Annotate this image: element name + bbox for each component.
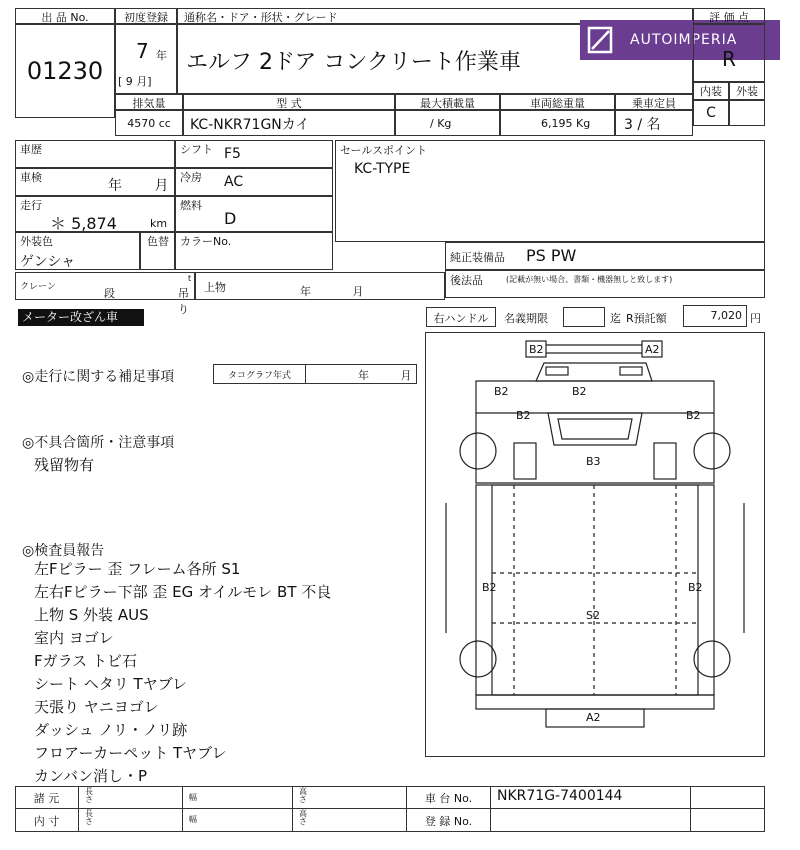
tacho-date: 年 月 xyxy=(358,369,412,382)
model-value: KC-NKR71GNカイ xyxy=(190,117,310,133)
inspector-line: 左右Fピラー下部 歪 EG オイルモレ BT 不良 xyxy=(34,583,332,601)
grade-value: R xyxy=(722,47,736,71)
capacity-cell xyxy=(615,110,693,136)
grade-label: 評 価 点 xyxy=(709,11,749,24)
name-deadline-label: 名義期限 xyxy=(504,312,548,325)
damage-mark: B2 xyxy=(688,581,703,594)
defects-text: 残留物有 xyxy=(34,456,95,474)
yen-label: 円 xyxy=(750,312,761,325)
inspector-line: 室内 ヨゴレ xyxy=(34,629,114,647)
genuine-value: PS PW xyxy=(526,246,577,265)
lot-label: 出 品 No. xyxy=(41,11,89,24)
gross-label: 車両総重量 xyxy=(530,97,585,110)
chassis-cell xyxy=(491,786,691,808)
length-col xyxy=(79,786,183,832)
width-label-inner: 幅 xyxy=(189,815,197,824)
reg-month: [ 9 月] xyxy=(118,75,152,88)
name-deadline-box xyxy=(563,307,605,327)
capacity-label-cell xyxy=(615,94,693,110)
color-no-label: カラーNo. xyxy=(180,235,232,248)
shift-label: シフト xyxy=(180,143,213,156)
until-label: 迄 xyxy=(610,312,621,325)
displacement-label-cell xyxy=(115,94,183,110)
damage-mark: A2 xyxy=(586,711,601,724)
max-load-label: 最大積載量 xyxy=(420,97,475,110)
inspector-line: シート ヘタリ Tヤブレ xyxy=(34,675,188,693)
damage-mark: S2 xyxy=(586,609,600,622)
dims-label-cell xyxy=(15,786,79,808)
logo-text: AUTOIMPERIA xyxy=(630,32,738,48)
first-reg-cell xyxy=(115,24,177,94)
max-load-cell xyxy=(395,110,500,136)
exterior-label-cell xyxy=(729,82,765,100)
aftermarket-note: (記載が無い場合、書類・機器無しと致します) xyxy=(506,275,673,284)
history-cell xyxy=(15,140,175,168)
inspector-line: Fガラス トビ石 xyxy=(34,652,137,670)
damage-mark: B2 xyxy=(572,385,587,398)
width-label: 幅 xyxy=(189,793,197,802)
sales-point-value: KC-TYPE xyxy=(354,161,411,177)
car-name-label: 通称名・ドア・形状・グレード xyxy=(184,11,338,24)
model-label-cell xyxy=(183,94,395,110)
grade-cell xyxy=(693,24,765,82)
height-label-inner: 高さ xyxy=(299,809,307,826)
tacho-label-cell xyxy=(214,365,306,383)
inspection-value: 年 月 xyxy=(108,178,169,194)
reg-label: 登 録 No. xyxy=(424,815,473,828)
tacho-label: タコグラフ年式 xyxy=(227,371,291,381)
interior-label: 内装 xyxy=(700,85,722,98)
inspection-label: 車検 xyxy=(20,171,42,184)
upper-date: 年 月 xyxy=(300,285,364,298)
exterior-label: 外装 xyxy=(736,85,758,98)
reg-year: 7 xyxy=(136,39,149,63)
chassis-label-cell xyxy=(407,786,491,808)
aftermarket-cell xyxy=(445,270,765,298)
meter-tampered-tag: メーター改ざん車 xyxy=(18,309,144,326)
chassis-label: 車 台 No. xyxy=(424,792,473,805)
length-label-inner: 長さ xyxy=(85,809,93,826)
ac-value: AC xyxy=(224,174,244,190)
damage-mark: B2 xyxy=(482,581,497,594)
recycle-value: 7,020 xyxy=(710,309,742,322)
crane-label: クレーン xyxy=(20,282,56,292)
mileage-label: 走行 xyxy=(20,199,42,212)
sales-point-label: セールスポイント xyxy=(340,144,428,157)
height-col xyxy=(293,786,407,832)
chassis-value: NKR71G-7400144 xyxy=(497,788,623,804)
dims-label: 諸 元 xyxy=(33,792,60,805)
truck-diagram xyxy=(426,333,764,756)
recycle-label: R預託額 xyxy=(626,312,667,325)
damage-mark: B3 xyxy=(586,455,601,468)
upper-cell xyxy=(195,272,445,300)
driving-notes-title: ◎走行に関する補足事項 xyxy=(22,369,175,385)
inspector-title: ◎検査員報告 xyxy=(22,543,105,559)
fuel-value: D xyxy=(224,209,237,228)
mileage-value: ＊ 5,874 xyxy=(50,214,117,233)
gross-label-cell xyxy=(500,94,615,110)
color-change-cell xyxy=(140,232,175,270)
length-label: 長さ xyxy=(85,787,93,804)
crane-tons: 吊り xyxy=(178,287,189,316)
lot-number-cell xyxy=(15,24,115,118)
inner-label-cell xyxy=(15,809,79,832)
inspector-line: 左Fピラー 歪 フレーム各所 S1 xyxy=(34,560,241,578)
displacement-cell xyxy=(115,110,183,136)
inspector-line: フロアーカーペット Tヤブレ xyxy=(34,744,227,762)
color-label: 外装色 xyxy=(20,235,53,248)
color-cell xyxy=(15,232,140,270)
damage-mark: B2 xyxy=(686,409,701,422)
crane-steps: 段 xyxy=(104,287,115,300)
inspector-line: ダッシュ ノリ・ノリ跡 xyxy=(34,721,188,739)
mileage-unit: km xyxy=(150,217,168,230)
inspector-line: 天張り ヤニヨゴレ xyxy=(34,698,159,716)
color-no-cell xyxy=(175,232,333,270)
shift-value: F5 xyxy=(224,146,241,162)
lot-number: 01230 xyxy=(26,57,104,85)
gross-cell xyxy=(500,110,615,136)
first-reg-label-cell xyxy=(115,8,177,24)
history-label: 車歴 xyxy=(20,143,42,156)
genuine-cell xyxy=(445,242,765,270)
sales-point-box xyxy=(335,140,765,242)
damage-mark: B2 xyxy=(529,343,544,356)
interior-grade-cell xyxy=(693,100,729,126)
fuel-cell xyxy=(175,196,333,232)
model-cell xyxy=(183,110,395,136)
fuel-label: 燃料 xyxy=(180,199,202,212)
reg-year-unit: 年 xyxy=(156,49,167,62)
inspector-line: 上物 S 外装 AUS xyxy=(34,606,149,624)
handle-label: 右ハンドル xyxy=(433,312,489,325)
ac-cell xyxy=(175,168,333,196)
inner-label: 内 寸 xyxy=(33,815,60,828)
upper-label: 上物 xyxy=(204,281,226,294)
displacement-label: 排気量 xyxy=(132,97,166,110)
color-value: ゲンシャ xyxy=(20,254,76,270)
capacity-label: 乗車定員 xyxy=(632,97,676,110)
damage-mark: A2 xyxy=(645,343,660,356)
inspection-cell xyxy=(15,168,175,196)
damage-mark: B2 xyxy=(516,409,531,422)
reg-cell xyxy=(491,809,691,832)
logo-icon xyxy=(580,20,620,60)
car-name: エルフ 2ドア コンクリート作業車 xyxy=(186,50,521,75)
grade-label-cell xyxy=(693,8,765,24)
reg-label-cell xyxy=(407,809,491,832)
interior-label-cell xyxy=(693,82,729,100)
height-label: 高さ xyxy=(299,787,307,804)
exterior-grade-cell xyxy=(729,100,765,126)
ac-label: 冷房 xyxy=(180,171,202,184)
max-load-label-cell xyxy=(395,94,500,110)
width-col xyxy=(183,786,293,832)
first-reg-label: 初度登録 xyxy=(124,11,168,24)
damage-diagram-box xyxy=(425,332,765,757)
capacity-value: 3 / 名 xyxy=(624,117,661,133)
handle-cell xyxy=(426,307,496,327)
crane-cell xyxy=(15,272,195,316)
displacement-value: 4570 cc xyxy=(127,117,171,130)
genuine-label: 純正装備品 xyxy=(450,251,505,264)
crane-t: t xyxy=(188,274,192,283)
max-load-value: / Kg xyxy=(430,117,452,130)
defects-title: ◎不具合箇所・注意事項 xyxy=(22,435,175,451)
inspector-lines xyxy=(34,558,414,788)
shift-cell xyxy=(175,140,333,168)
gross-value: 6,195 Kg xyxy=(541,117,591,130)
tacho-cell xyxy=(213,364,417,384)
model-label: 型 式 xyxy=(276,97,302,110)
mileage-cell xyxy=(15,196,175,232)
interior-grade: C xyxy=(706,105,716,121)
recycle-box xyxy=(683,305,747,327)
inspector-line: カンバン消し・P xyxy=(34,767,147,785)
damage-mark: B2 xyxy=(494,385,509,398)
lot-label-cell xyxy=(15,8,115,24)
aftermarket-label: 後法品 xyxy=(450,274,483,287)
color-change-label: 色替 xyxy=(147,235,169,248)
